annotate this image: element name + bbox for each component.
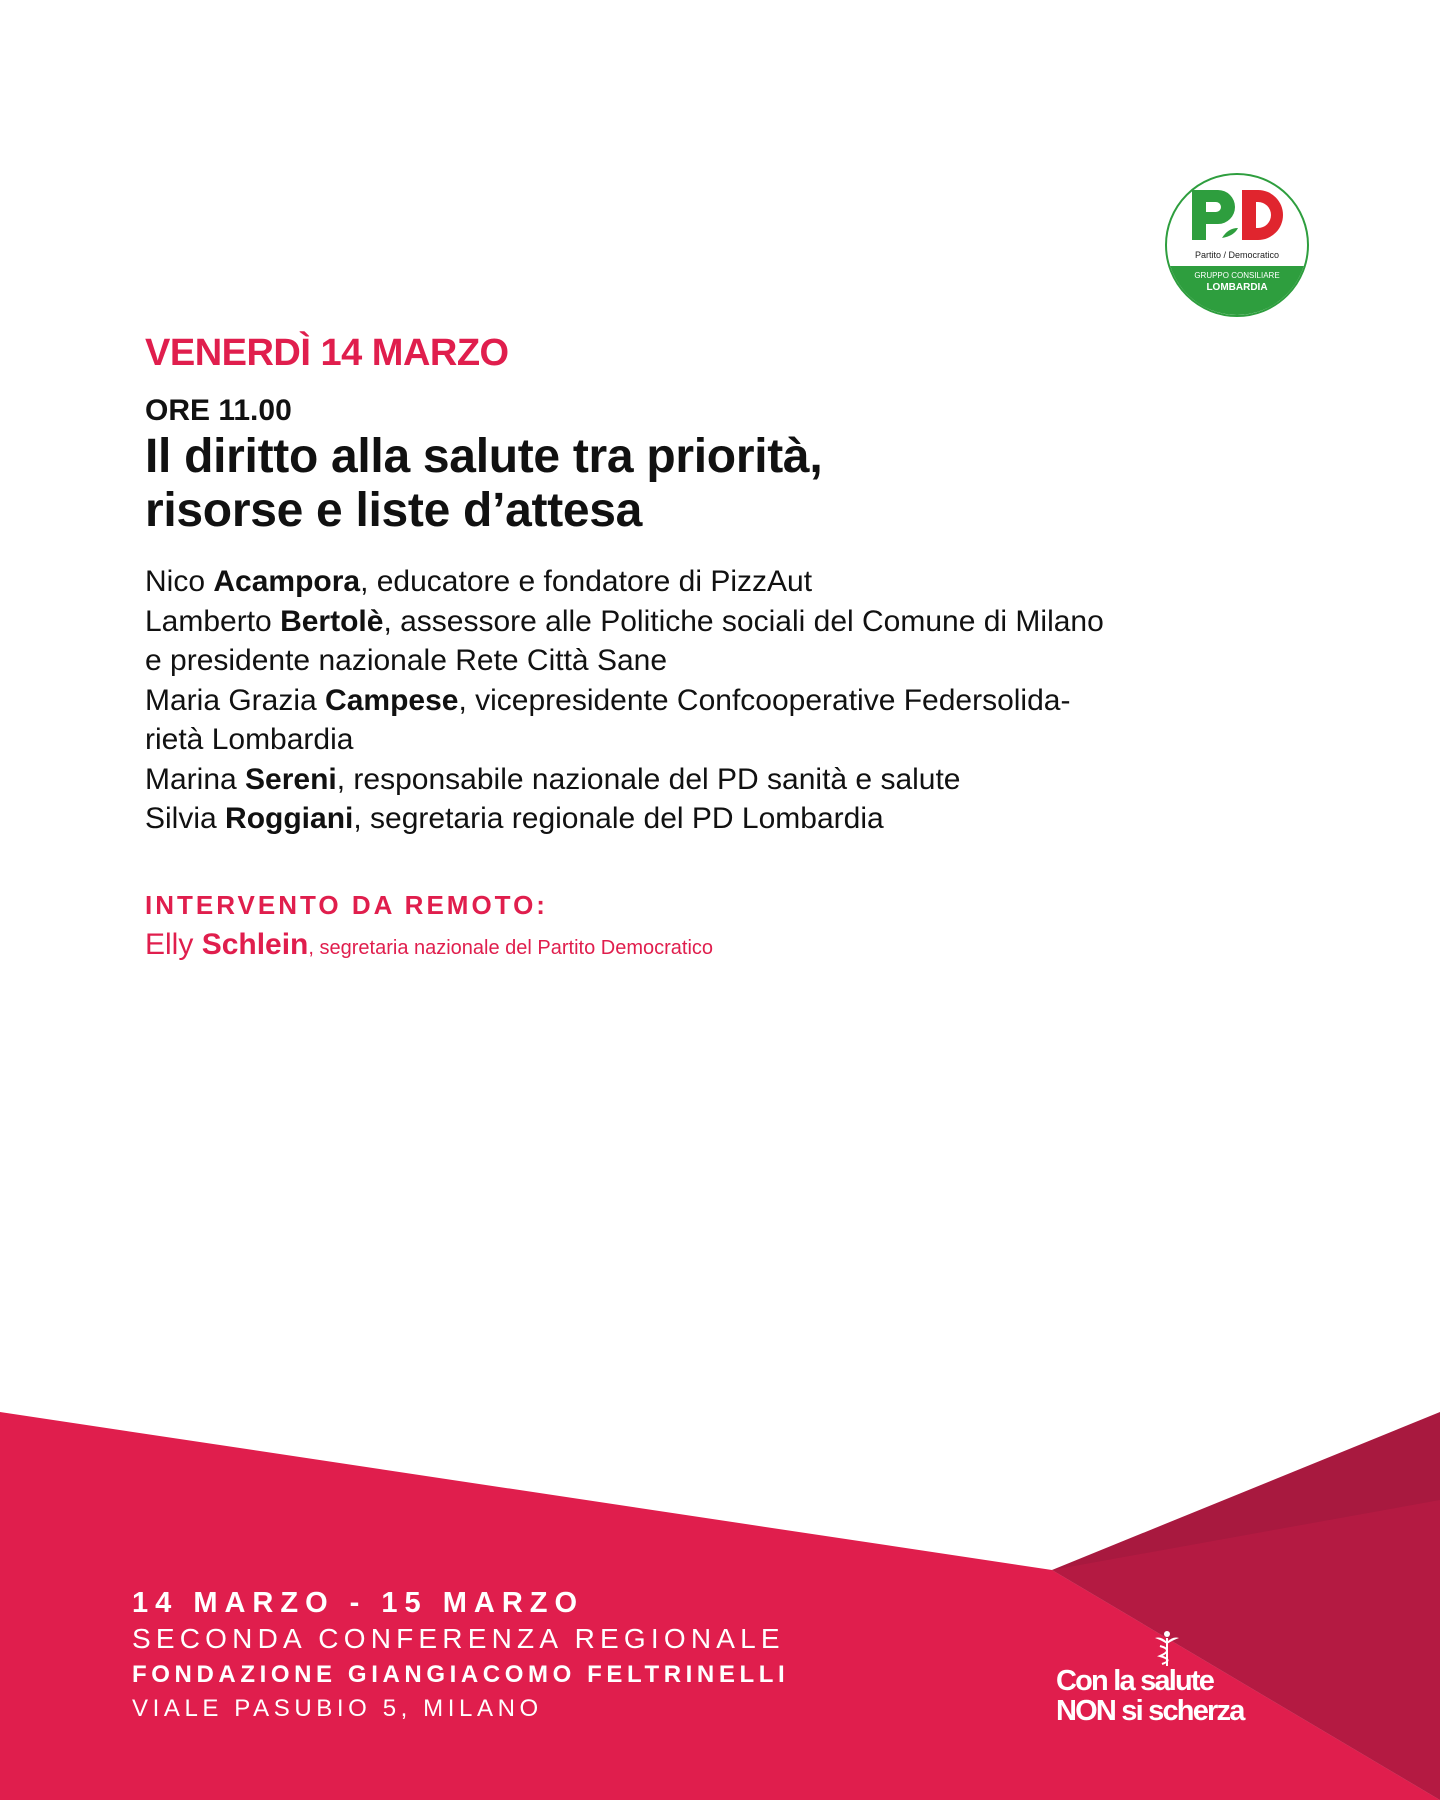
- speaker-line: Silvia Roggiani, segretaria regionale del PD Lombardia: [145, 802, 884, 835]
- pd-logo-badge: [1164, 172, 1310, 318]
- speaker-line: Marina Sereni, responsabile nazionale del PD sanità e salute: [145, 762, 961, 796]
- logo-party-name: Partito / Democratico: [1194, 250, 1280, 260]
- speaker-line: Maria Grazia Campese, vicepresidente Confcooperative Federsolida-: [145, 683, 1071, 717]
- conference-dates: 14 MARZO - 15 MARZO: [132, 1587, 585, 1619]
- event-title-line1: Il diritto alla salute tra priorità,: [145, 430, 823, 483]
- footer-info: [132, 1585, 789, 1725]
- slogan-line1: Con la salute: [1056, 1665, 1214, 1697]
- speaker-line: rietà Lombardia: [145, 723, 354, 756]
- remote-label: INTERVENTO DA REMOTO:: [145, 889, 548, 920]
- caduceus-icon: [1154, 1630, 1180, 1666]
- conference-name: SECONDA CONFERENZA REGIONALE: [132, 1623, 785, 1654]
- slogan-logo: [1056, 1630, 1286, 1726]
- pd-logo: [1164, 172, 1310, 318]
- slogan-line2: NON si scherza: [1056, 1695, 1244, 1727]
- speaker-line: Nico Acampora, educatore e fondatore di PizzAut: [145, 565, 813, 598]
- event-content: [145, 330, 1295, 968]
- event-date: VENERDÌ 14 MARZO: [145, 332, 509, 374]
- remote-speaker: Elly Schlein, segretaria nazionale del Partito Democratico: [145, 927, 714, 961]
- event-title: [145, 430, 1295, 538]
- event-title-line2: risorse e liste d’attesa: [145, 484, 643, 537]
- conference-venue: FONDAZIONE GIANGIACOMO FELTRINELLI: [132, 1661, 790, 1688]
- conference-address: VIALE PASUBIO 5, MILANO: [132, 1695, 543, 1722]
- speaker-line: Lamberto Bertolè, assessore alle Politiche sociali del Comune di Milano: [145, 604, 1104, 638]
- logo-group-line1: GRUPPO CONSILIARE: [1194, 271, 1280, 280]
- event-time: ORE 11.00: [145, 394, 292, 427]
- logo-group-line2: LOMBARDIA: [1206, 282, 1268, 293]
- speaker-line: e presidente nazionale Rete Città Sane: [145, 644, 668, 677]
- speaker-list: [145, 562, 1295, 839]
